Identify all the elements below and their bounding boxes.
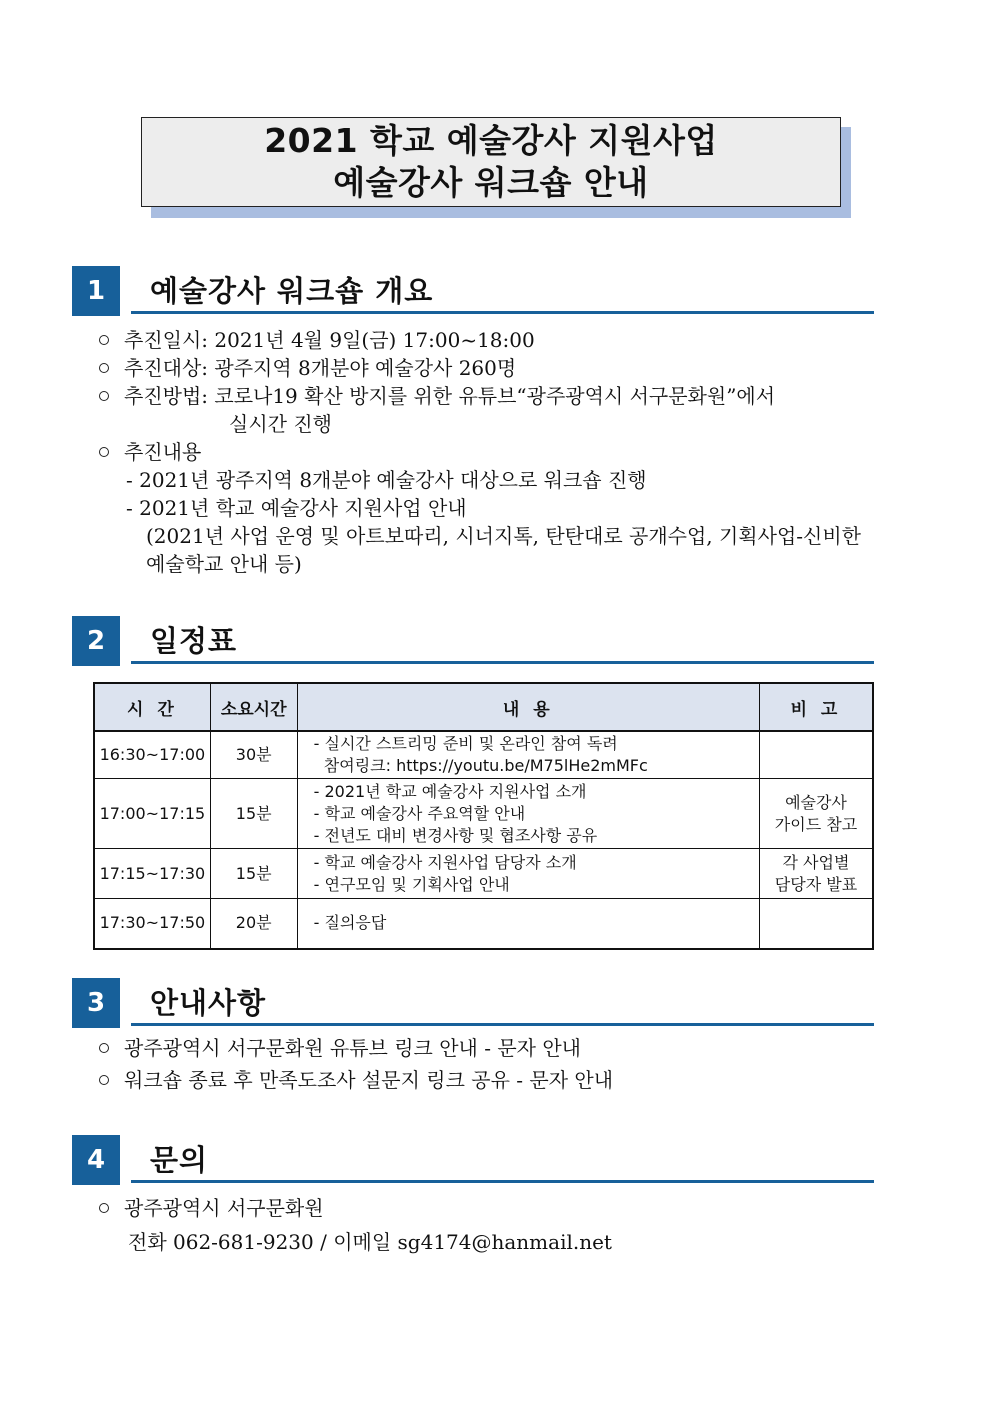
schedule-table bbox=[93, 682, 874, 950]
section-1-header bbox=[72, 266, 874, 316]
document-title-line1: 2021 학교 예술강사 지원사업 bbox=[264, 121, 718, 160]
content-line: - 실시간 스트리밍 준비 및 온라인 참여 독려 bbox=[313, 734, 618, 753]
note-line: 예술강사 bbox=[785, 792, 847, 812]
table-row bbox=[94, 731, 873, 779]
bullet-icon bbox=[99, 1043, 109, 1053]
document-title-box bbox=[141, 117, 841, 207]
bullet-icon bbox=[99, 1203, 109, 1213]
bullet-icon bbox=[99, 447, 109, 457]
overview-content-item: - 2021년 광주지역 8개분야 예술강사 대상으로 워크숍 진행 bbox=[126, 468, 647, 492]
table-row bbox=[94, 779, 873, 849]
document-title-line2: 예술강사 워크숍 안내 bbox=[333, 163, 649, 202]
contact-org: 광주광역시 서구문화원 bbox=[124, 1196, 324, 1220]
section-rule bbox=[131, 311, 874, 314]
table-header-row bbox=[94, 683, 873, 731]
content-line: - 학교 예술강사 주요역할 안내 bbox=[313, 803, 526, 823]
section-title: 예술강사 워크숍 개요 bbox=[150, 274, 434, 308]
duration-cell: 20분 bbox=[210, 899, 297, 949]
content-cell bbox=[297, 731, 759, 779]
column-header-note: 비 고 bbox=[759, 683, 873, 731]
section-number: 3 bbox=[72, 978, 120, 1028]
time-cell: 17:00~17:15 bbox=[94, 779, 210, 849]
section-title: 일정표 bbox=[150, 624, 238, 658]
content-cell bbox=[297, 779, 759, 849]
overview-method: 추진방법: 코로나19 확산 방지를 위한 유튜브“광주광역시 서구문화원”에서 bbox=[124, 384, 776, 408]
note-cell bbox=[759, 731, 873, 779]
bullet-icon bbox=[99, 391, 109, 401]
note-cell bbox=[759, 899, 873, 949]
content-line: 참여링크: https://youtu.be/M75lHe2mMFc bbox=[313, 756, 648, 775]
time-cell: 17:30~17:50 bbox=[94, 899, 210, 949]
column-header-content: 내 용 bbox=[297, 683, 759, 731]
note-cell bbox=[759, 779, 873, 849]
content-line: - 전년도 대비 변경사항 및 협조사항 공유 bbox=[313, 825, 598, 845]
content-line: - 2021년 학교 예술강사 지원사업 소개 bbox=[313, 781, 587, 801]
note-line: 가이드 참고 bbox=[774, 814, 858, 834]
section-number: 1 bbox=[72, 266, 120, 316]
note-line: 담당자 발표 bbox=[774, 874, 858, 894]
content-cell bbox=[297, 849, 759, 899]
section-rule bbox=[131, 1023, 874, 1026]
bullet-icon bbox=[99, 335, 109, 345]
notice-item: 워크숍 종료 후 만족도조사 설문지 링크 공유 - 문자 안내 bbox=[124, 1068, 614, 1092]
time-cell: 17:15~17:30 bbox=[94, 849, 210, 899]
section-number: 2 bbox=[72, 616, 120, 666]
section-rule bbox=[131, 661, 874, 664]
overview-content-item: - 2021년 학교 예술강사 지원사업 안내 bbox=[126, 496, 467, 520]
overview-content-detail: 예술학교 안내 등) bbox=[146, 552, 302, 576]
duration-cell: 15분 bbox=[210, 779, 297, 849]
note-line: 각 사업별 bbox=[782, 852, 850, 872]
bullet-icon bbox=[99, 1075, 109, 1085]
overview-content-detail: (2021년 사업 운영 및 아트보따리, 시너지톡, 탄탄대로 공개수업, 기획사업-신비한 bbox=[146, 524, 861, 548]
overview-method-continued: 실시간 진행 bbox=[229, 412, 332, 436]
duration-cell: 30분 bbox=[210, 731, 297, 779]
duration-cell: 15분 bbox=[210, 849, 297, 899]
content-line: - 학교 예술강사 지원사업 담당자 소개 bbox=[313, 852, 577, 872]
section-title: 문의 bbox=[150, 1143, 209, 1177]
section-number: 4 bbox=[72, 1135, 120, 1185]
section-4-header bbox=[72, 1135, 874, 1185]
content-line: - 질의응답 bbox=[313, 913, 387, 933]
section-2-header bbox=[72, 616, 874, 666]
section-title: 안내사항 bbox=[150, 986, 267, 1020]
content-line: - 연구모임 및 기획사업 안내 bbox=[313, 874, 510, 894]
overview-target: 추진대상: 광주지역 8개분야 예술강사 260명 bbox=[124, 356, 517, 380]
content-cell bbox=[297, 899, 759, 949]
column-header-time: 시 간 bbox=[94, 683, 210, 731]
note-cell bbox=[759, 849, 873, 899]
notice-item: 광주광역시 서구문화원 유튜브 링크 안내 - 문자 안내 bbox=[124, 1036, 581, 1060]
section-3-header bbox=[72, 978, 874, 1028]
overview-content-label: 추진내용 bbox=[124, 440, 202, 464]
table-row bbox=[94, 899, 873, 949]
bullet-icon bbox=[99, 363, 109, 373]
contact-detail: 전화 062-681-9230 / 이메일 sg4174@hanmail.net bbox=[128, 1230, 612, 1254]
section-rule bbox=[131, 1180, 874, 1183]
column-header-duration: 소요시간 bbox=[210, 683, 297, 731]
time-cell: 16:30~17:00 bbox=[94, 731, 210, 779]
table-row bbox=[94, 849, 873, 899]
overview-date: 추진일시: 2021년 4월 9일(금) 17:00~18:00 bbox=[124, 328, 535, 352]
